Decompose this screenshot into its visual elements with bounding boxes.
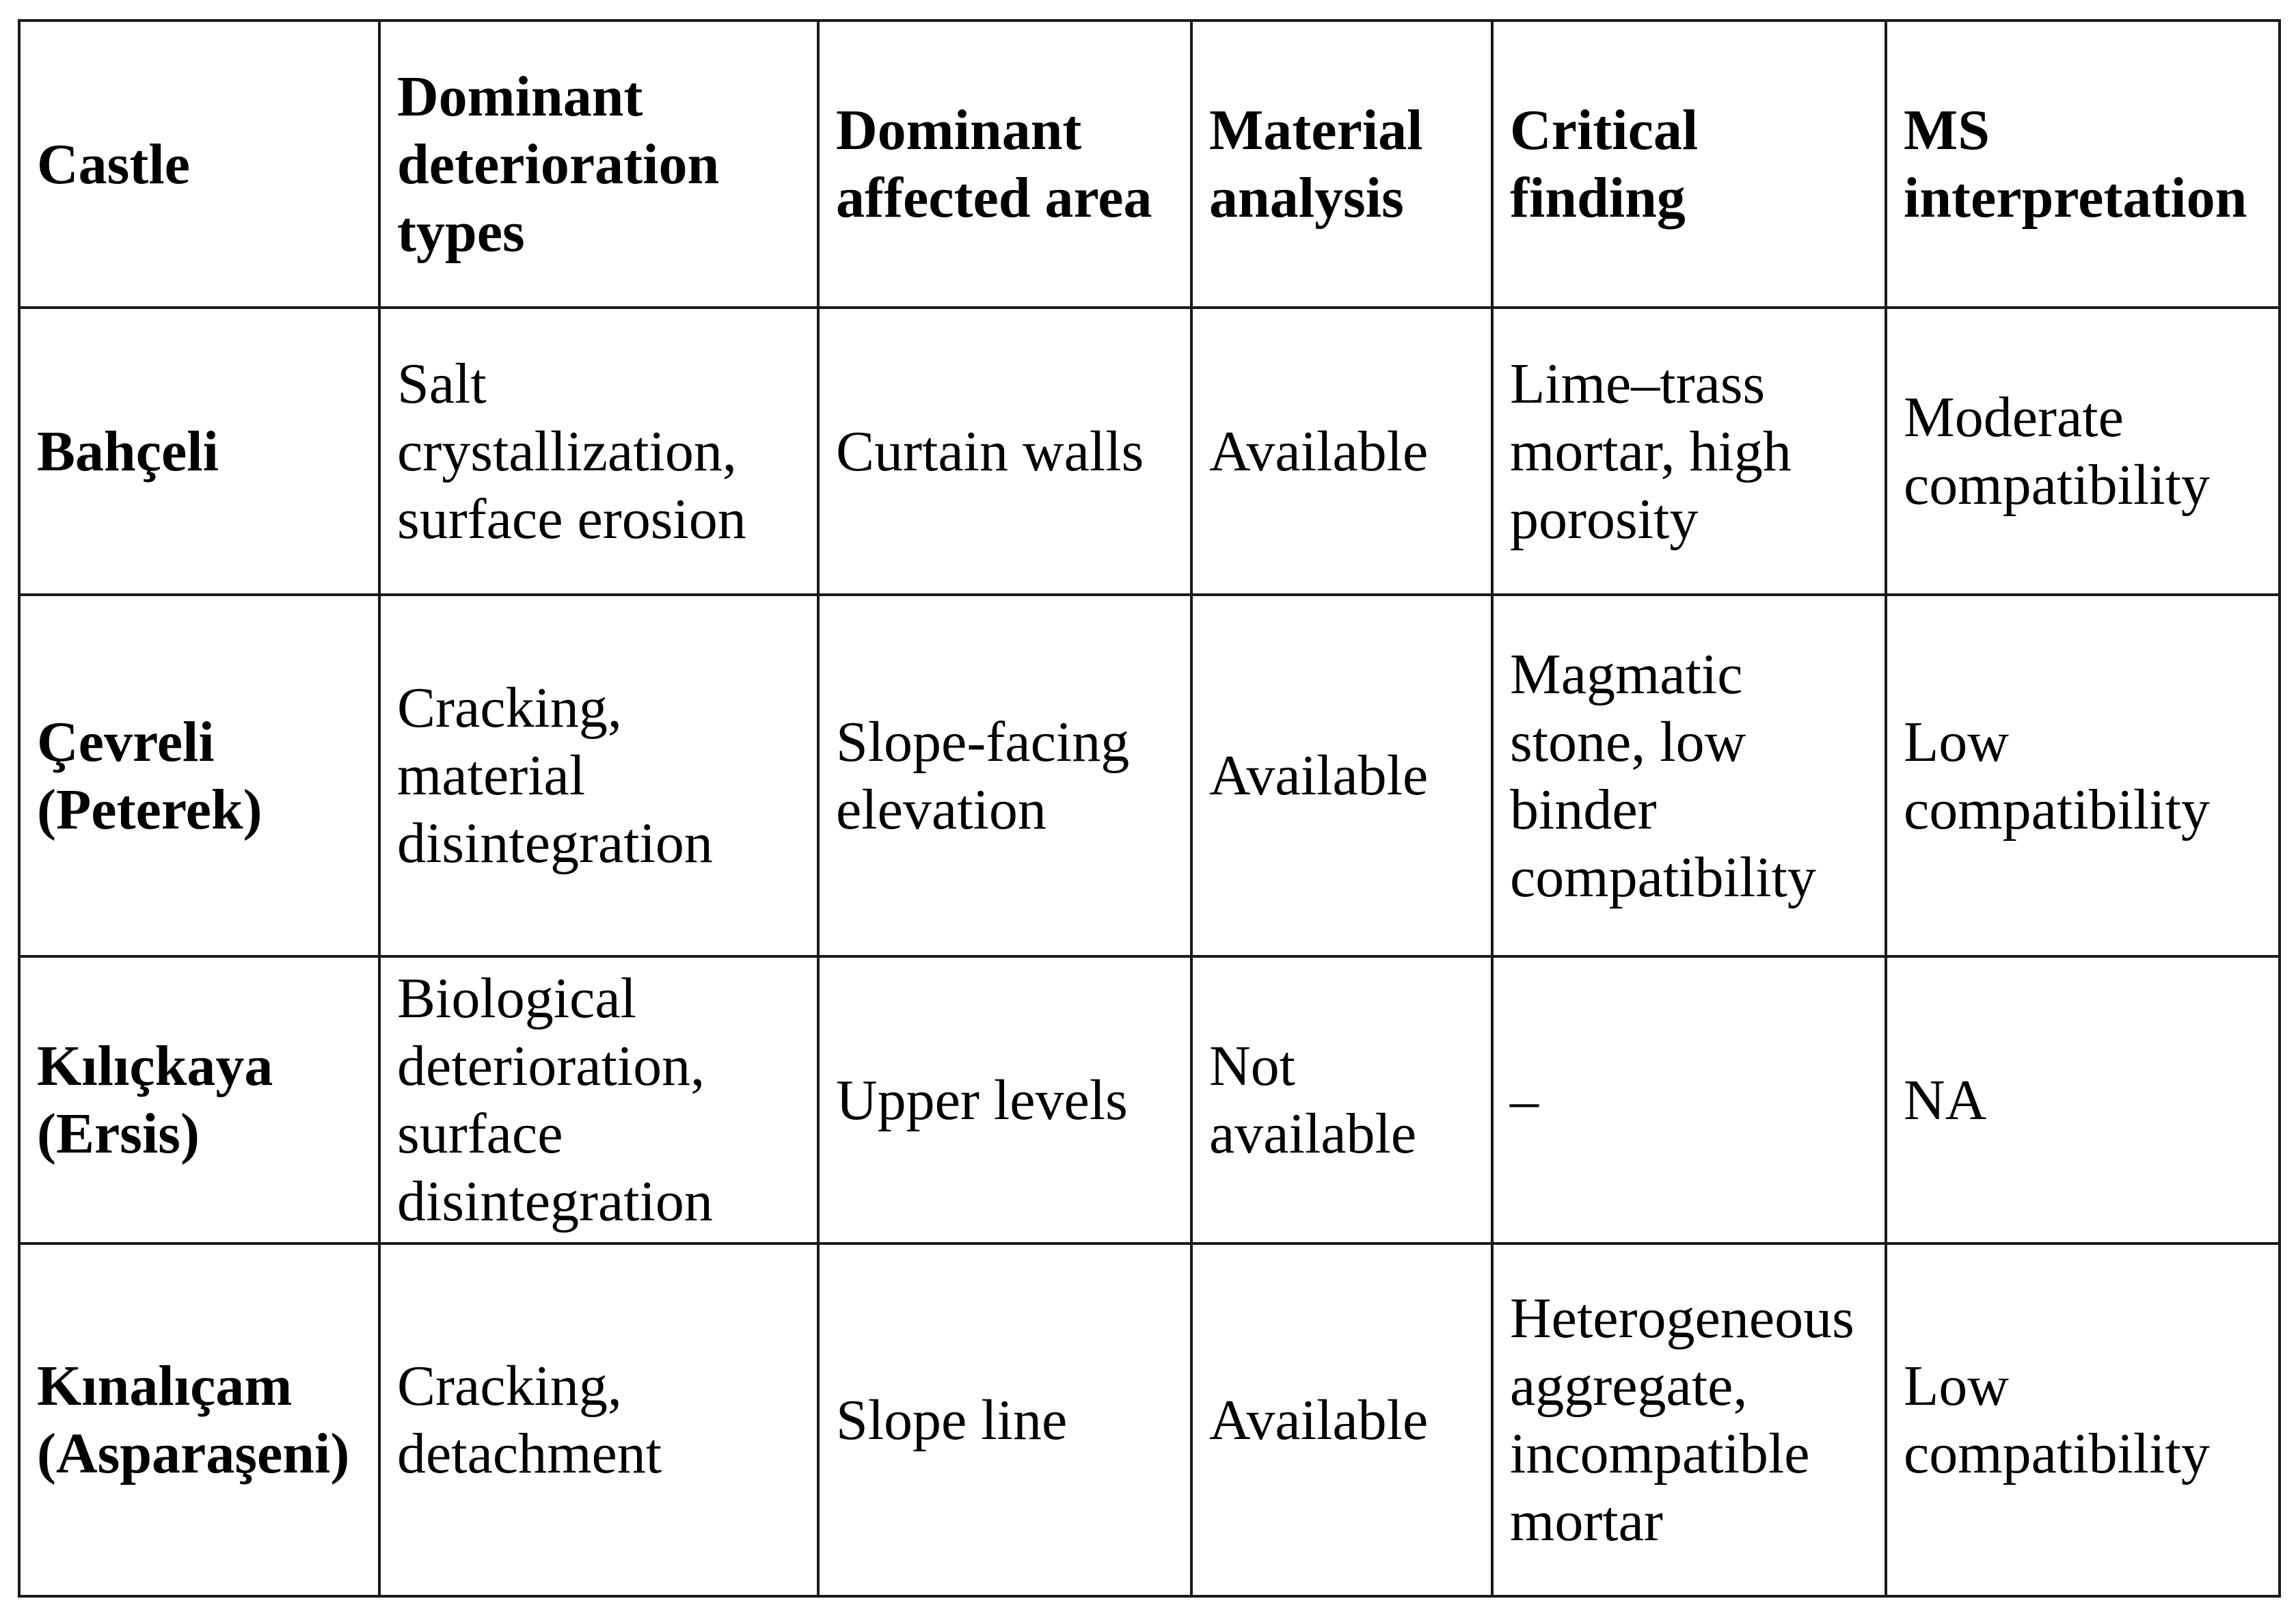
header-row (19, 21, 2280, 308)
header-castle: Castle (19, 21, 379, 308)
header-ms-interpretation: MS interpretation (1886, 21, 2280, 308)
header-deterioration-types: Dominant deterioration types (379, 21, 818, 308)
table-row (19, 956, 2280, 1243)
castle-name: Kılıçkaya (Ersis) (19, 956, 379, 1243)
table-row (19, 308, 2280, 595)
header-critical-finding: Critical finding (1492, 21, 1886, 308)
critical-finding: Heterogeneous aggregate, incompatible mortar (1492, 1243, 1886, 1596)
affected-area: Upper levels (818, 956, 1191, 1243)
table-row (19, 1243, 2280, 1596)
affected-area: Slope-facing elevation (818, 595, 1191, 956)
material-analysis: Available (1191, 308, 1492, 595)
critical-finding: – (1492, 956, 1886, 1243)
table-row (19, 595, 2280, 956)
deterioration-types: Cracking, material disintegration (379, 595, 818, 956)
deterioration-types: Biological deterioration, surface disintegration (379, 956, 818, 1243)
ms-interpretation: Moderate compatibility (1886, 308, 2280, 595)
header-affected-area: Dominant affected area (818, 21, 1191, 308)
header-material-analysis: Material analysis (1191, 21, 1492, 308)
affected-area: Curtain walls (818, 308, 1191, 595)
deterioration-types: Salt crystallization, surface erosion (379, 308, 818, 595)
ms-interpretation: Low compatibility (1886, 1243, 2280, 1596)
castle-name: Kınalıçam (Asparaşeni) (19, 1243, 379, 1596)
ms-interpretation: NA (1886, 956, 2280, 1243)
ms-interpretation: Low compatibility (1886, 595, 2280, 956)
material-analysis: Available (1191, 595, 1492, 956)
affected-area: Slope line (818, 1243, 1191, 1596)
castle-deterioration-table (18, 19, 2281, 1598)
material-analysis: Available (1191, 1243, 1492, 1596)
deterioration-types: Cracking, detachment (379, 1243, 818, 1596)
castle-name: Çevreli (Peterek) (19, 595, 379, 956)
castle-name: Bahçeli (19, 308, 379, 595)
critical-finding: Lime–trass mortar, high porosity (1492, 308, 1886, 595)
material-analysis: Not available (1191, 956, 1492, 1243)
critical-finding: Magmatic stone, low binder compatibility (1492, 595, 1886, 956)
